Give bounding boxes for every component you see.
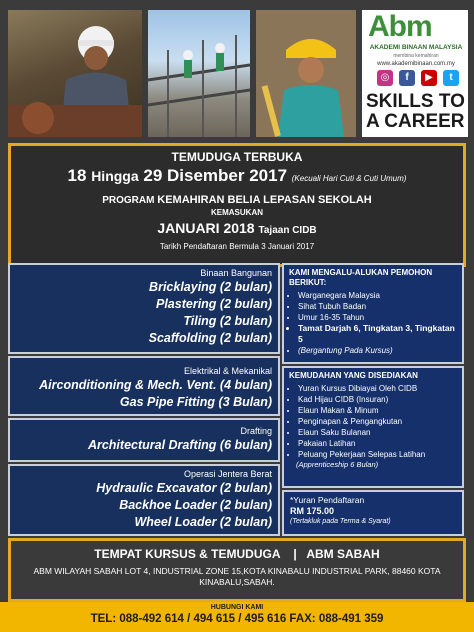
brand-website[interactable]: www.akademibinaan.com.my [377, 61, 455, 67]
requirements-list [284, 290, 462, 356]
slogan-line2: A CAREER [366, 111, 465, 132]
course-category: Binaan Bangunan [200, 268, 272, 278]
program-prefix: PROGRAM [102, 195, 155, 206]
course-item: Architectural Drafting (6 bulan) [87, 438, 272, 452]
course-item: Airconditioning & Mech. Vent. (4 bulan) [39, 378, 272, 392]
course-category: Operasi Jentera Berat [183, 469, 272, 479]
requirement-item: • Sihat Tubuh Badan [298, 301, 462, 312]
benefit-item: • Elaun Saku Bulanan [298, 427, 462, 438]
youtube-icon[interactable]: ▶ [421, 70, 437, 86]
requirements-title: KAMI MENGALU-ALUKAN PEMOHON BERIKUT: [289, 268, 433, 287]
photo-scaffolding [148, 10, 250, 137]
benefit-item: • Elaun Makan & Minum [298, 405, 462, 416]
course-group-heavy-machinery [8, 464, 280, 536]
interview-header [8, 143, 466, 267]
intake-date: JANUARI 2018 [157, 220, 255, 236]
instagram-icon[interactable]: ◎ [377, 70, 393, 86]
photo-worker-hardhat [256, 10, 356, 137]
benefits-title: KEMUDAHAN YANG DISEDIAKAN [289, 371, 418, 380]
course-item: Backhoe Loader (2 bulan) [119, 498, 272, 512]
intake [11, 220, 463, 236]
benefit-item: • Kad Hijau CIDB (Insuran) [298, 394, 462, 405]
date-join: Hingga [91, 168, 139, 184]
benefits-list [284, 383, 462, 460]
benefit-item: • Penginapan & Pengangkutan [298, 416, 462, 427]
requirements-box [282, 263, 464, 364]
brand-logo: Abm [368, 10, 432, 43]
course-group-building [8, 263, 280, 354]
benefit-item: • Pakaian Latihan [298, 438, 462, 449]
twitter-icon[interactable]: t [443, 70, 459, 86]
course-item: Wheel Loader (2 bulan) [134, 515, 272, 529]
slogan [366, 92, 466, 132]
header-title: TEMUDUGA TERBUKA [171, 150, 303, 164]
intake-label: KEMASUKAN [211, 208, 263, 217]
contact-phones[interactable]: TEL: 088-492 614 / 494 615 / 495 616 FAX: 088-491 359 [90, 613, 384, 625]
fee-box [282, 490, 464, 536]
location-label: TEMPAT KURSUS & TEMUDUGA [94, 547, 281, 561]
course-item: Bricklaying (2 bulan) [149, 280, 272, 294]
benefit-item: • Yuran Kursus Dibiayai Oleh CIDB [298, 383, 462, 394]
program-name: KEMAHIRAN BELIA LEPASAN SEKOLAH [157, 194, 372, 206]
course-item: Gas Pipe Fitting (3 Bulan) [119, 395, 272, 409]
course-group-drafting [8, 418, 280, 462]
course-category: Drafting [240, 426, 272, 436]
date-from: 18 [67, 166, 87, 185]
course-item: Hydraulic Excavator (2 bulan) [96, 481, 272, 495]
photo-worker-welding [8, 10, 142, 137]
benefits-footnote: (Apprenticeship 6 Bulan) [296, 460, 379, 469]
program [11, 194, 463, 206]
benefits-box [282, 366, 464, 488]
location-address: ABM WILAYAH SABAH LOT 4, INDUSTRIAL ZONE 15,KOTA KINABALU INDUSTRIAL PARK, 88460 KOTA KINABALU,SABAH. [33, 566, 441, 587]
brand-full-name: AKADEMI BINAAN MALAYSIA [369, 44, 463, 51]
intake-sponsor: Tajaan CIDB [258, 225, 317, 236]
interview-dates [11, 166, 463, 186]
location-box [8, 538, 466, 602]
course-group-electrical [8, 356, 280, 416]
requirement-item: • (Bergantung Pada Kursus) [298, 345, 462, 356]
fee-amount: RM 175.00 [290, 506, 335, 516]
logo-block [362, 10, 468, 137]
facebook-icon[interactable]: f [399, 70, 415, 86]
brand-tagline: membina kemahiran [393, 53, 439, 59]
requirement-item: • Umur 16-35 Tahun [298, 312, 462, 323]
date-to: 29 Disember 2017 [143, 166, 288, 185]
course-item: Scaffolding (2 bulan) [148, 331, 272, 345]
location-separator: | [293, 547, 297, 561]
course-item: Tiling (2 bulan) [183, 314, 272, 328]
date-note: (Kecuali Hari Cuti & Cuti Umum) [291, 174, 407, 183]
course-item: Plastering (2 bulan) [156, 297, 272, 311]
location-center: ABM SABAH [306, 547, 380, 561]
slogan-line1: SKILLS TO [366, 91, 465, 112]
fee-note: (Tertakluk pada Terma & Syarat) [290, 518, 391, 525]
fee-label: *Yuran Pendaftaran [290, 495, 365, 505]
course-category: Elektrikal & Mekanikal [183, 366, 272, 376]
requirement-item: • Tamat Darjah 6, Tingkatan 3, Tingkatan 5 [298, 323, 462, 345]
contact-footer [0, 602, 474, 632]
benefit-item: • Peluang Pekerjaan Selepas Latihan [298, 449, 462, 460]
contact-label: HUBUNGI KAMI [210, 604, 264, 611]
requirement-item: • Warganegara Malaysia [298, 290, 462, 301]
location-heading [11, 541, 463, 561]
registration-date: Tarikh Pendaftaran Bermula 3 Januari 2017 [159, 242, 315, 251]
